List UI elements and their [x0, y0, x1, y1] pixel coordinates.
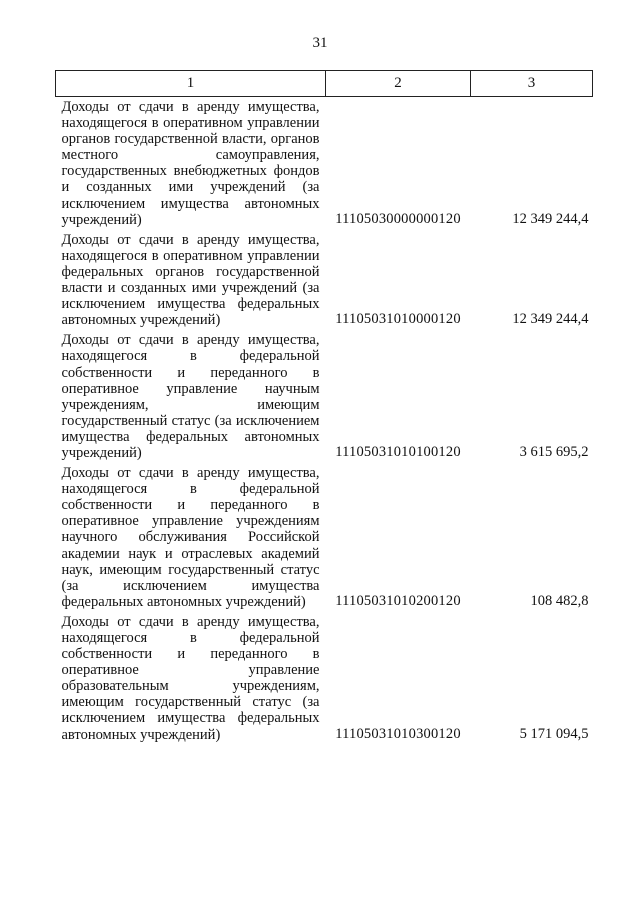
table-row	[56, 463, 593, 612]
row-code: 11105031010000120	[335, 311, 461, 328]
row-description: Доходы от сдачи в аренду имущества, находящегося в оперативном управлении федеральных органов государственной власти и созданных ими учреждений (за исключением имущества федеральных автономных учреждений)	[61, 231, 320, 329]
table-row	[56, 612, 593, 745]
row-amount: 108 482,8	[530, 592, 589, 609]
page-number: 31	[312, 35, 328, 51]
row-code: 11105031010300120	[335, 725, 461, 742]
table-body	[56, 97, 593, 745]
row-amount: 12 349 244,4	[512, 311, 589, 328]
row-description-cell	[56, 230, 326, 331]
header-column-1: 1	[56, 71, 326, 97]
row-code: 11105031010200120	[335, 592, 461, 609]
row-description-cell	[56, 97, 326, 230]
table-header	[56, 71, 593, 97]
row-description: Доходы от сдачи в аренду имущества, находящегося в федеральной собственности и переданного в оперативное управление образовательным учреждениям, имеющим государственный статус (за исключением имущества федеральных автономных учреждений)	[61, 613, 320, 743]
row-amount: 5 171 094,5	[519, 725, 589, 742]
row-description: Доходы от сдачи в аренду имущества, находящегося в федеральной собственности и переданного в оперативное управление учреждениям научного обслуживания Российской академии наук и отраслевых академий наук, имеющим государственный статус (за исключением имущества федеральных автономных учреждений)	[61, 465, 320, 610]
table-row	[56, 230, 593, 331]
table-row	[56, 97, 593, 230]
row-description-cell	[56, 463, 326, 612]
row-description-cell	[56, 612, 326, 745]
row-amount: 3 615 695,2	[519, 443, 589, 460]
row-description: Доходы от сдачи в аренду имущества, находящегося в федеральной собственности и переданного в оперативное управление научным учреждениям, имеющим государственный статус (за исключением имущества федеральных автономных учреждений)	[61, 332, 320, 461]
revenue-table	[55, 70, 593, 745]
row-description-cell	[56, 330, 326, 463]
header-column-3: 3	[471, 71, 593, 97]
row-code: 11105030000000120	[335, 210, 461, 227]
row-description: Доходы от сдачи в аренду имущества, находящегося в оперативном управлении органов государственной власти, органов местного самоуправления, государственных внебюджетных фондов и созданных ими учреждений (за исключением имущества автономных учреждений)	[61, 99, 320, 228]
table-row	[56, 330, 593, 463]
row-amount: 12 349 244,4	[512, 210, 589, 227]
row-code: 11105031010100120	[335, 443, 461, 460]
header-column-2: 2	[326, 71, 471, 97]
revenue-table-container	[55, 70, 592, 745]
header-row	[56, 71, 593, 97]
